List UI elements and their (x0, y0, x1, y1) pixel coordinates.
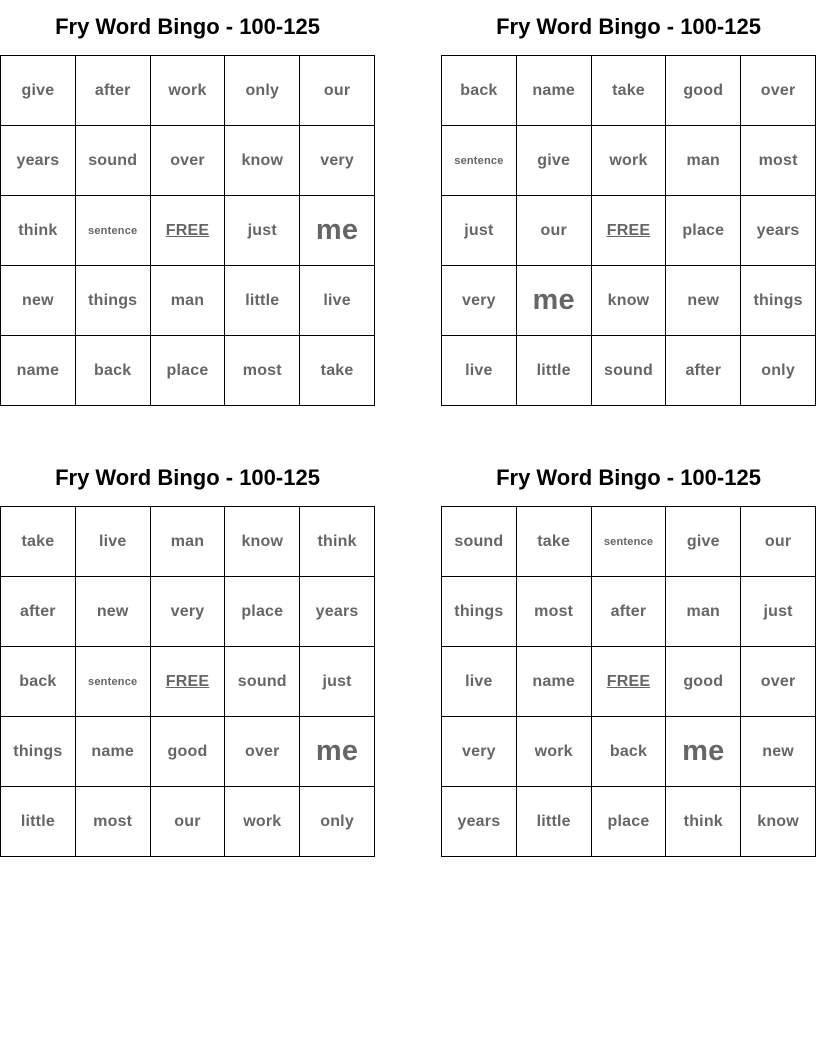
bingo-cell: years (1, 126, 76, 196)
bingo-cell: give (666, 507, 741, 577)
bingo-cell: man (151, 266, 226, 336)
bingo-cell: good (666, 56, 741, 126)
bingo-cell: live (442, 336, 517, 406)
bingo-cell: name (76, 717, 151, 787)
bingo-cell: little (517, 336, 592, 406)
bingo-cell: over (741, 56, 816, 126)
bingo-cell: years (300, 577, 375, 647)
bingo-grid (0, 55, 375, 406)
bingo-cell: sound (592, 336, 667, 406)
bingo-cell: only (300, 787, 375, 857)
bingo-cell: over (225, 717, 300, 787)
bingo-card-3 (0, 463, 375, 830)
bingo-cell: over (741, 647, 816, 717)
bingo-cell: place (225, 577, 300, 647)
bingo-card-4 (441, 463, 816, 830)
free-space-cell: FREE (592, 647, 667, 717)
bingo-cell: our (300, 56, 375, 126)
bingo-card-1 (0, 12, 375, 379)
card-title: Fry Word Bingo - 100-125 (496, 465, 761, 490)
bingo-cell: sound (76, 126, 151, 196)
bingo-cell: take (300, 336, 375, 406)
bingo-cell: sentence (76, 196, 151, 266)
bingo-cell: years (741, 196, 816, 266)
bingo-cell: know (741, 787, 816, 857)
bingo-cell: back (76, 336, 151, 406)
bingo-cell: take (592, 56, 667, 126)
bingo-cell: things (442, 577, 517, 647)
bingo-cell: take (1, 507, 76, 577)
bingo-cell: just (741, 577, 816, 647)
bingo-cell: sound (442, 507, 517, 577)
bingo-cell: man (151, 507, 226, 577)
bingo-cell: new (1, 266, 76, 336)
bingo-cell: little (1, 787, 76, 857)
bingo-grid (441, 506, 816, 857)
bingo-cell: only (741, 336, 816, 406)
bingo-cell: name (517, 647, 592, 717)
bingo-cell: over (151, 126, 226, 196)
bingo-cell: after (76, 56, 151, 126)
bingo-cell: things (741, 266, 816, 336)
card-title: Fry Word Bingo - 100-125 (496, 14, 761, 39)
bingo-cell: after (1, 577, 76, 647)
bingo-cell: new (666, 266, 741, 336)
bingo-cell: live (442, 647, 517, 717)
bingo-cell: just (225, 196, 300, 266)
bingo-cell: give (517, 126, 592, 196)
bingo-cell: give (1, 56, 76, 126)
bingo-cell: live (300, 266, 375, 336)
bingo-cell: me (300, 717, 375, 787)
bingo-cell: good (666, 647, 741, 717)
bingo-cell: after (592, 577, 667, 647)
bingo-cell: think (300, 507, 375, 577)
free-space-cell: FREE (151, 647, 226, 717)
bingo-cell: things (76, 266, 151, 336)
bingo-cell: place (666, 196, 741, 266)
bingo-cell: very (300, 126, 375, 196)
bingo-cell: little (517, 787, 592, 857)
bingo-cell: work (592, 126, 667, 196)
bingo-cell: place (592, 787, 667, 857)
bingo-cell: work (225, 787, 300, 857)
bingo-cell: years (442, 787, 517, 857)
bingo-cell: back (1, 647, 76, 717)
bingo-cell: name (517, 56, 592, 126)
bingo-cell: man (666, 577, 741, 647)
bingo-cell: our (741, 507, 816, 577)
bingo-cell: work (517, 717, 592, 787)
bingo-cell: know (592, 266, 667, 336)
bingo-card-2 (441, 12, 816, 379)
bingo-cell: sentence (76, 647, 151, 717)
bingo-cell: think (666, 787, 741, 857)
bingo-cell: very (442, 266, 517, 336)
bingo-cell: new (741, 717, 816, 787)
bingo-cell: place (151, 336, 226, 406)
bingo-cell: me (300, 196, 375, 266)
bingo-cell: sentence (592, 507, 667, 577)
bingo-cell: know (225, 126, 300, 196)
bingo-cell: work (151, 56, 226, 126)
bingo-cell: just (442, 196, 517, 266)
bingo-cell: good (151, 717, 226, 787)
bingo-cell: little (225, 266, 300, 336)
bingo-cell: very (151, 577, 226, 647)
bingo-cell: man (666, 126, 741, 196)
bingo-cell: most (517, 577, 592, 647)
bingo-cell: only (225, 56, 300, 126)
bingo-cell: back (592, 717, 667, 787)
bingo-cell: sentence (442, 126, 517, 196)
bingo-cell: most (741, 126, 816, 196)
bingo-cell: most (76, 787, 151, 857)
bingo-grid (441, 55, 816, 406)
bingo-cell: very (442, 717, 517, 787)
bingo-cell: sound (225, 647, 300, 717)
bingo-cell: me (666, 717, 741, 787)
free-space-cell: FREE (592, 196, 667, 266)
bingo-grid (0, 506, 375, 857)
bingo-cell: just (300, 647, 375, 717)
bingo-cell: think (1, 196, 76, 266)
bingo-cell: back (442, 56, 517, 126)
bingo-cell: our (151, 787, 226, 857)
card-title: Fry Word Bingo - 100-125 (55, 14, 320, 39)
card-title: Fry Word Bingo - 100-125 (55, 465, 320, 490)
bingo-cell: know (225, 507, 300, 577)
bingo-cell: after (666, 336, 741, 406)
bingo-cell: take (517, 507, 592, 577)
bingo-cell: me (517, 266, 592, 336)
bingo-cell: most (225, 336, 300, 406)
free-space-cell: FREE (151, 196, 226, 266)
bingo-cell: new (76, 577, 151, 647)
bingo-cell: things (1, 717, 76, 787)
bingo-cell: our (517, 196, 592, 266)
bingo-cell: live (76, 507, 151, 577)
bingo-cell: name (1, 336, 76, 406)
